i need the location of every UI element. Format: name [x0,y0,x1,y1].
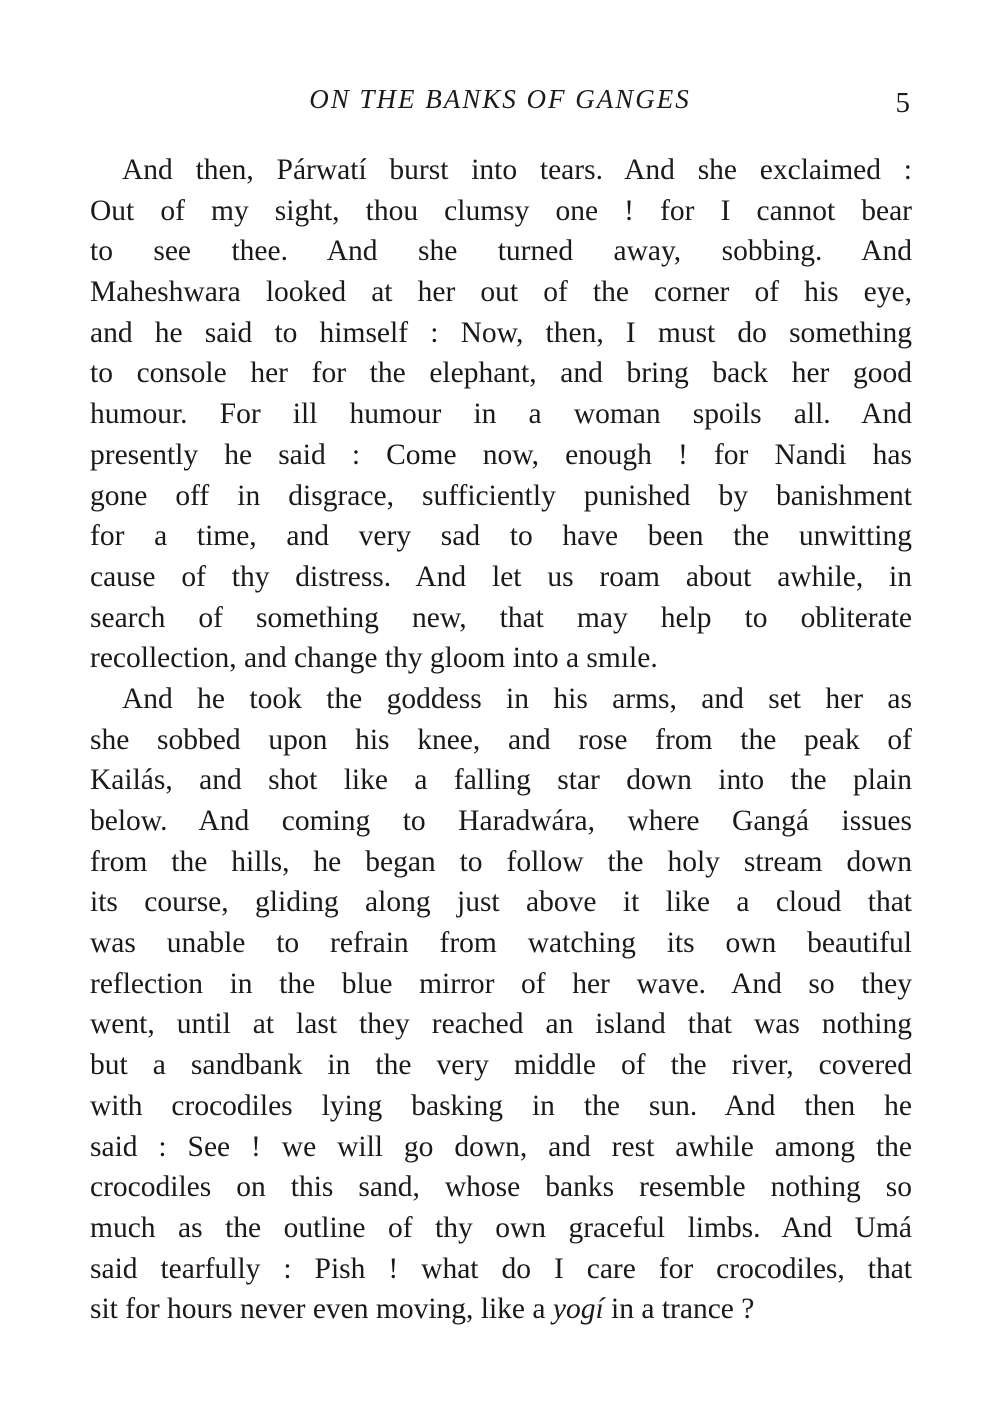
italic-word: yogí [552,1293,604,1326]
text-line: was unable to refrain from watching its own beautiful [90,927,912,960]
body-text [90,150,912,1330]
text-line: gone off in disgrace, sufficiently punished by banishment [90,479,912,512]
text-line: And then, Párwatí burst into tears. And she exclaimed : [122,154,912,186]
text-run: in a trance ? [603,1293,755,1326]
text-line: crocodiles on this sand, whose banks resemble nothing so [90,1171,912,1204]
text-line: below. And coming to Haradwára, where Gangá issues [90,805,912,837]
text-line: for a time, and very sad to have been the unwitting [90,520,912,553]
running-head [90,82,910,119]
text-line: Out of my sight, thou clumsy one ! for I cannot bear [90,194,912,227]
paragraph-1 [90,150,912,679]
text-run: sit for hours never even moving, like a [90,1293,553,1326]
text-line: Kailás, and shot like a falling star down into the plain [90,764,912,797]
text-line: to see thee. And she turned away, sobbing. And [90,235,912,268]
text-line: humour. For ill humour in a woman spoils all. And [90,398,912,431]
text-line: and he said to himself : Now, then, I must do something [90,316,912,349]
text-line: said : See ! we will go down, and rest awhile among the [90,1130,912,1163]
text-line-final [90,1289,912,1330]
text-line: said tearfully : Pish ! what do I care for crocodiles, that [90,1252,912,1285]
text-line: reflection in the blue mirror of her wave. And so they [90,967,912,1000]
text-line: presently he said : Come now, enough ! for Nandi has [90,438,912,471]
running-title: ON THE BANKS OF GANGES [309,84,691,114]
text-line: And he took the goddess in his arms, and set her as [122,682,912,715]
text-line: search of something new, that may help to obliterate [90,601,912,634]
text-line: Maheshwara looked at her out of the corner of his eye, [90,276,912,309]
text-line: to console her for the elephant, and bring back her good [90,357,912,390]
text-line: cause of thy distress. And let us roam about awhile, in [90,560,912,593]
text-line: with crocodiles lying basking in the sun. And then he [90,1089,912,1122]
text-line: its course, gliding along just above it like a cloud that [90,886,912,919]
text-line: went, until at last they reached an island that was nothing [90,1008,912,1041]
text-line: but a sandbank in the very middle of the river, covered [90,1049,912,1082]
text-line: recollection, and change thy gloom into a smıle. [90,642,658,675]
text-line: much as the outline of thy own graceful limbs. And Umá [90,1211,912,1244]
text-line: she sobbed upon his knee, and rose from the peak of [90,723,912,756]
text-line: from the hills, he began to follow the holy stream down [90,845,912,878]
page-number: 5 [895,87,910,119]
paragraph-2 [90,679,912,1330]
